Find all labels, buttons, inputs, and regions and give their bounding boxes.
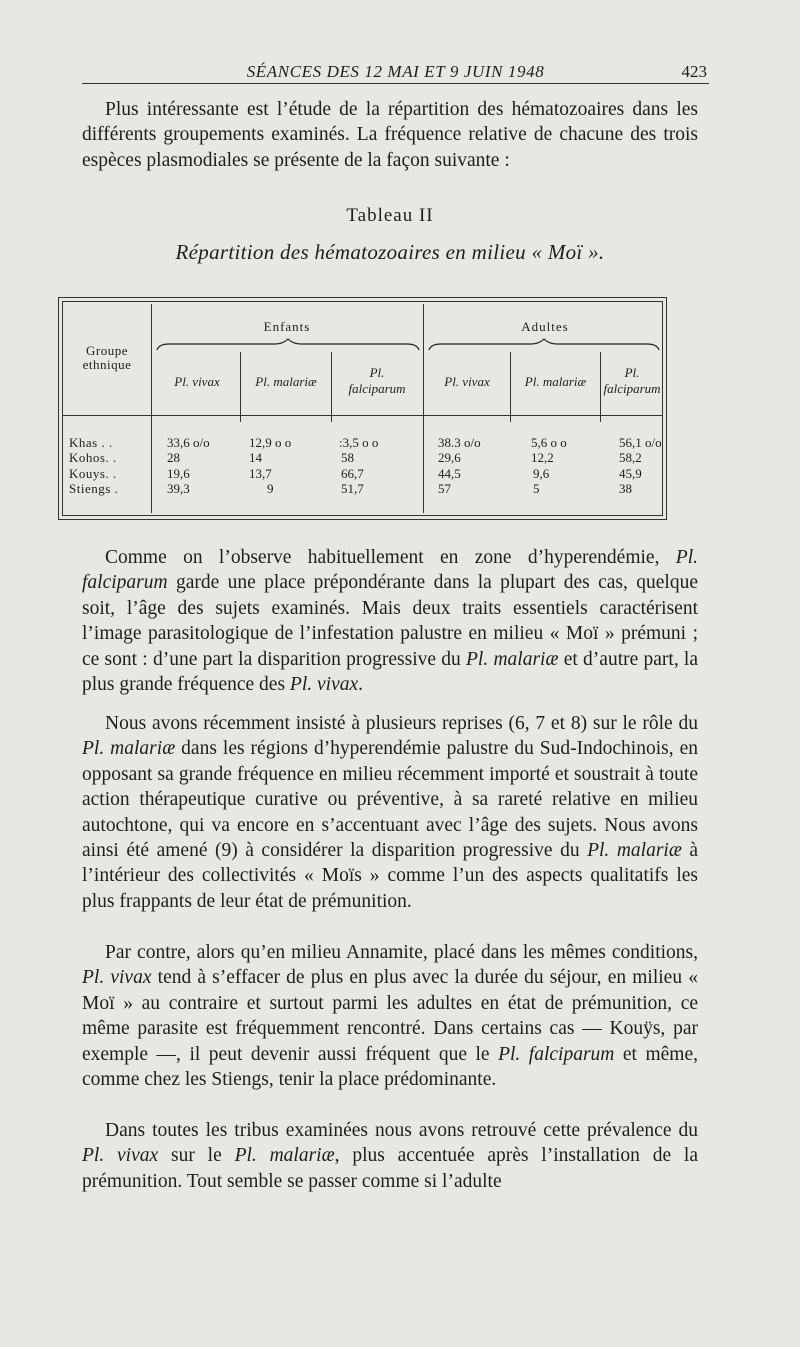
col-e-falc-2: falciparum [348,381,406,396]
table-cell: 5,6 o o [531,435,567,450]
table-cell: :3,5 o o [339,435,379,450]
table-cell: 39,3 [167,481,190,496]
col-e-falc-1: Pl. [369,365,385,380]
header-rule [63,415,662,416]
text-run: , plus accentuée après l’installation de la prémunition. Tout semble se passer comme si l’adulte [82,1145,698,1192]
table-cell: 12,2 [531,450,554,465]
table-cell: 9 [267,481,274,496]
paragraph-vivax [82,940,698,1092]
text-run: tend à s’effacer de plus en plus avec la durée du séjour, en milieu « Moï » au contraire et surtout parmi les adultes en état de prémunition, ce même parasite est fréquemment rencontré. Dans certains cas — Kouÿs, par exemple —, il peut devenir aussi fréquent que le [82,967,698,1065]
table-cell: 13,7 [249,466,272,481]
species-name: Pl. malariæ [82,738,176,760]
col-separator [423,304,424,513]
col-a-falc-1: Pl. [624,365,640,380]
table-cell: 28 [167,450,180,465]
row-label: Kouys. . [69,466,117,481]
table-cell: 9,6 [533,466,550,481]
table-cell: 38 [619,481,632,496]
adultes-brace [427,338,661,352]
species-name: Pl. malariæ [587,840,682,862]
table-cell: 51,7 [341,481,364,496]
paragraph-observation [82,545,698,697]
paragraph-tribes [82,1118,698,1194]
species-name: Pl. vivax [82,1145,159,1167]
table-subtitle: Répartition des hématozoaires en milieu « Moï ». [175,240,605,264]
page-number: 423 [681,62,707,81]
col-e-malariae: Pl. malariæ [255,374,317,389]
table-cell: 38.3 o/o [438,435,481,450]
species-name: Pl. vivax [289,674,359,696]
col-a-falc-2: falciparum [603,381,661,396]
col-e-vivax: Pl. vivax [174,374,220,389]
text-run: Nous avons récemment insisté à plusieurs reprises (6, 7 et 8) sur le rôle du [105,713,698,734]
paragraph-intro: Plus intéressante est l’étude de la répartition des hématozoaires dans les différents groupements examinés. La fréquence relative de chacune des trois espèces plasmodiales se présente de la façon suivante : [82,99,698,171]
species-name: Pl. falciparum [498,1043,615,1065]
table-cell: 12,9 o o [249,435,292,450]
text-run: Dans toutes les tribus examinées nous avons retrouvé cette prévalence du [105,1120,698,1141]
col-a-vivax: Pl. vivax [444,374,490,389]
table-cell: 14 [249,450,262,465]
text-run: et d’autre part, la plus grande fréquence des [82,648,699,696]
text-run: Par contre, alors qu’en milieu Annamite, placé dans les mêmes conditions, [105,942,698,963]
table-cell: 58,2 [619,450,642,465]
species-name: Pl. vivax [82,967,152,989]
table-cell: 56,1 o/o [619,435,662,450]
species-name: Pl. malariæ [234,1145,335,1167]
paragraph-malariae [82,711,698,914]
page-header [82,57,709,84]
text-run: Comme on l’observe habituellement en zone d’hyperendémie, [105,547,676,568]
table-cell: 66,7 [341,466,364,481]
table-cell: 45,9 [619,466,642,481]
col-a-malariae: Pl. malariæ [524,374,587,389]
text-run: à l’intérieur des collectivités « Moïs » comme l’un des aspects qualitatifs les plus frappants de leur état de prémunition. [82,840,699,912]
species-name: Pl. falciparum [82,547,698,594]
text-run: garde une place prépondérante dans la plupart des cas, quelque soit, l’âge des sujets examinés. Mais deux traits essentiels caractérisent l’image parasitologique de l’infestation palustre en milieu « Moï » prémuni ; ce sont : d’une part la disparition progressive du [82,572,698,670]
row-label: Kohos. . [69,450,117,465]
table-title: Tableau II [346,205,434,226]
running-title: SÉANCES DES 12 MAI ET 9 JUIN 1948 [246,62,545,81]
enfants-header: Enfants [263,319,311,334]
col-separator [151,304,152,513]
adultes-header: Adultes [521,319,569,334]
row-label: Khas . . [69,435,113,450]
table-cell: 57 [438,481,451,496]
table-cell: 44,5 [438,466,461,481]
text-run: . [358,674,364,696]
data-table [58,297,667,520]
species-name: Pl. malariæ [466,648,559,670]
text-run: dans les régions d’hyperendémie palustre du Sud-Indochinois, en opposant sa grande fréquence en milieu récemment importé et soustrait à toute action thérapeutique curative ou préventive, à sa rareté relative en milieu autochtone, qui va encore en s’accentuant avec l’âge des sujets. Nous avons ainsi été amené (9) à considérer la disparition progressive du [82,738,698,862]
table-cell: 29,6 [438,450,461,465]
table-cell: 58 [341,450,354,465]
table-cell: 5 [533,481,540,496]
group-header: Groupe ethnique [82,343,132,372]
table-cell: 33,6 o/o [167,435,210,450]
enfants-brace [155,338,421,352]
table-cell: 19,6 [167,466,190,481]
text-run: sur le [158,1145,235,1167]
row-label: Stiengs . [69,481,119,496]
text-run: et même, comme chez les Stiengs, tenir la place prédominante. [82,1043,699,1091]
